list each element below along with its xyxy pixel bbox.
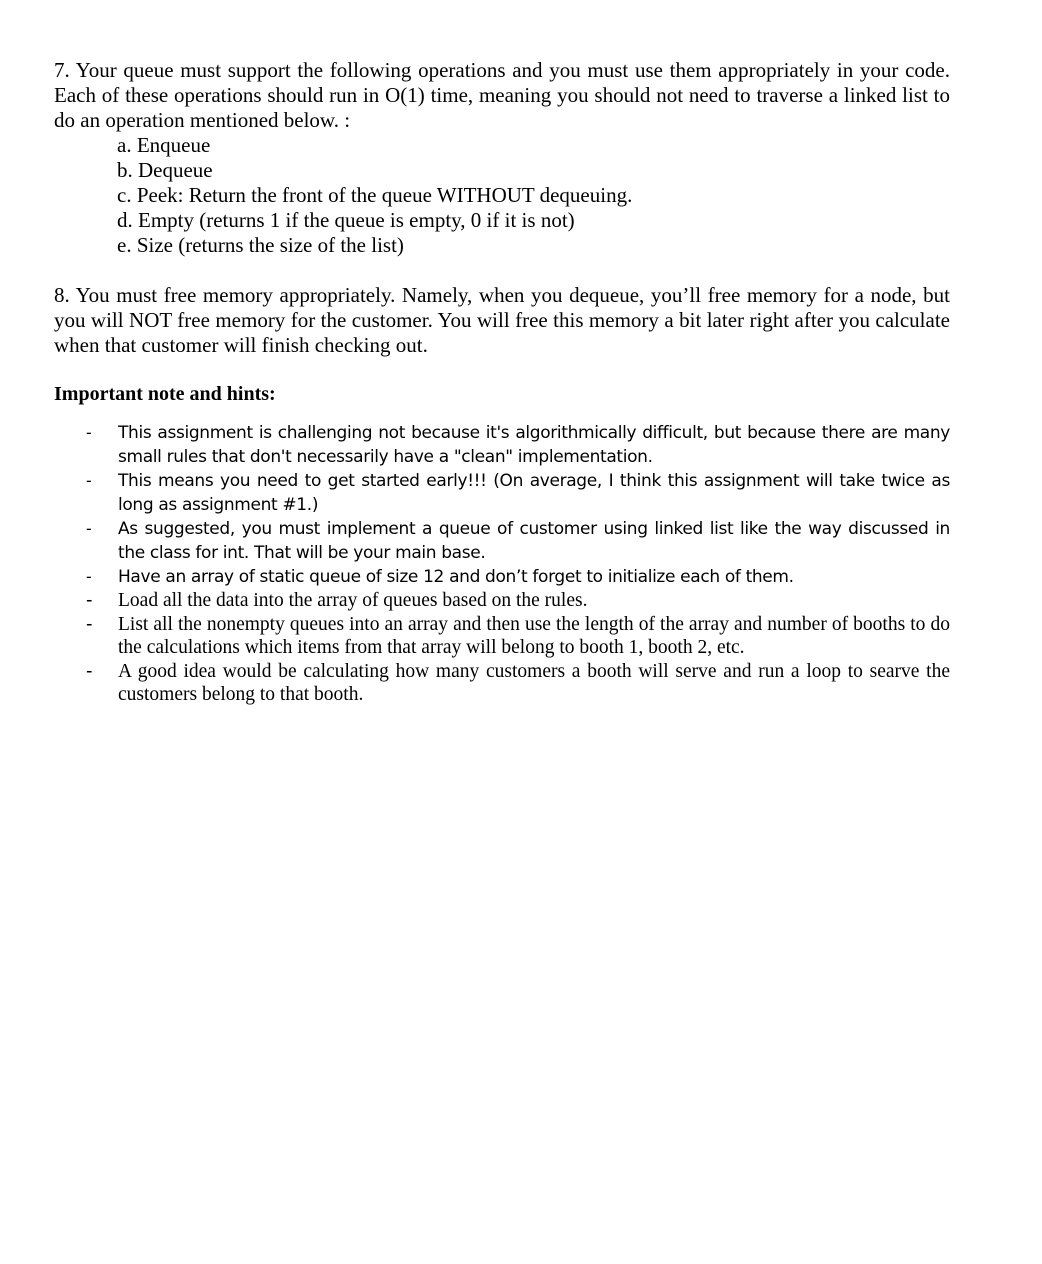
bullet-dash: - (86, 519, 92, 538)
hint-text: This assignment is challenging not because it's algorithmically difficult, but because there are many small rules that don't necessarily have a "clean" implementation. (118, 423, 950, 467)
bullet-dash: - (86, 567, 92, 586)
operation-peek: c. Peek: Return the front of the queue WITHOUT dequeuing. (117, 183, 633, 207)
section-7-intro: 7. Your queue must support the following operations and you must use them appropriately in your code. Each of these operations should run in O(1) time, meaning you should not need to traverse a linked list to do an operation mentioned below. : (54, 58, 950, 132)
operation-size: e. Size (returns the size of the list) (117, 233, 404, 257)
hint-item (54, 565, 950, 589)
bullet-dash: - (86, 659, 93, 682)
bullet-dash: - (86, 589, 93, 611)
section-8-text: 8. You must free memory appropriately. Namely, when you dequeue, you’ll free memory for a node, but you will NOT free memory for the customer. You will free this memory a bit later right after you calculate when that customer will finish checking out. (54, 283, 950, 357)
hint-item (54, 469, 950, 517)
hint-text: This means you need to get started early!!! (On average, I think this assignment will take twice as long as assignment #1.) (118, 471, 950, 515)
hint-text: As suggested, you must implement a queue of customer using linked list like the way discussed in the class for int. That will be your main base. (118, 519, 950, 563)
hint-text: Have an array of static queue of size 12 and don’t forget to initialize each of them. (118, 567, 794, 587)
bullet-dash: - (86, 612, 93, 635)
bullet-dash: - (86, 423, 92, 442)
hint-text: Load all the data into the array of queues based on the rules. (118, 590, 588, 611)
operation-enqueue: a. Enqueue (117, 133, 211, 157)
notes-heading: Important note and hints: (54, 383, 276, 405)
document-page (54, 58, 950, 707)
hint-text: List all the nonempty queues into an array and then use the length of the array and number of booths to do the calculations which items from that array will belong to booth 1, booth 2, etc. (118, 613, 950, 658)
operation-dequeue: b. Dequeue (117, 158, 213, 182)
operation-empty: d. Empty (returns 1 if the queue is empty, 0 if it is not) (117, 208, 575, 232)
hints-list (54, 421, 950, 707)
hint-item (54, 613, 950, 660)
hint-text: A good idea would be calculating how many customers a booth will serve and run a loop to searve the customers belong to that booth. (118, 660, 950, 705)
hint-item (54, 660, 950, 707)
queue-operations-list (54, 133, 950, 258)
hint-item (54, 589, 950, 613)
hint-item (54, 517, 950, 565)
bullet-dash: - (86, 471, 92, 490)
hint-item (54, 421, 950, 469)
